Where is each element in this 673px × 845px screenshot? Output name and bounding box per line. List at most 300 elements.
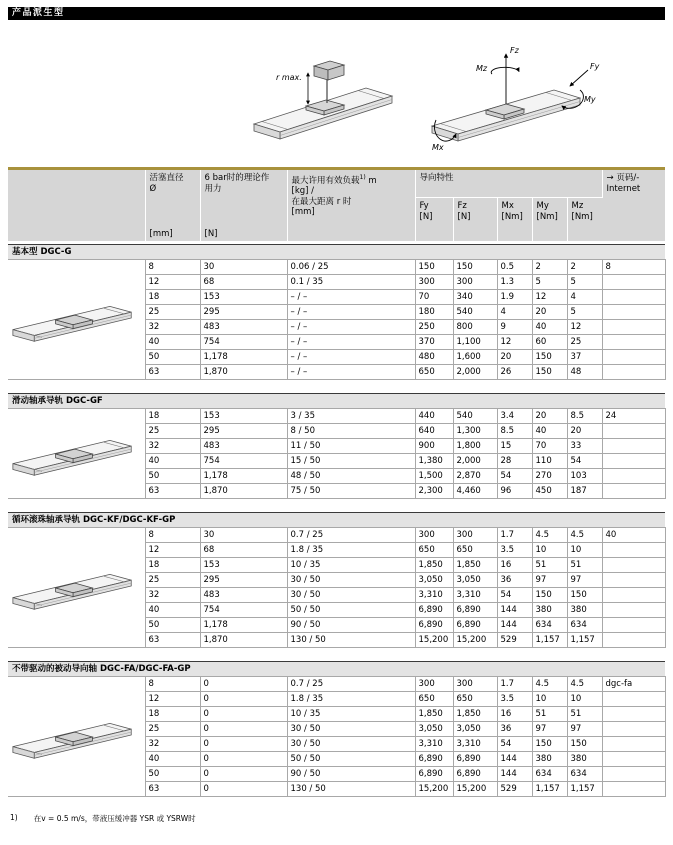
table-cell: 48 / 50 <box>287 469 415 484</box>
header-load-main: 最大许用有效负载 <box>291 175 360 186</box>
table-cell: 90 / 50 <box>287 767 415 782</box>
table-cell: 380 <box>567 752 602 767</box>
table-cell: 12 <box>145 275 200 290</box>
table-cell: 20 <box>567 424 602 439</box>
spec-table-area <box>8 167 665 824</box>
page-ref-cell <box>602 692 665 707</box>
table-cell: 8 <box>145 677 200 692</box>
header-page-line1 <box>607 173 664 184</box>
table-cell: 70 <box>532 439 567 454</box>
table-cell: 1,870 <box>200 365 287 380</box>
table-cell: 3,050 <box>415 573 453 588</box>
table-cell: 3,310 <box>453 737 497 752</box>
product-image-cell <box>8 409 145 499</box>
table-cell: 16 <box>497 558 532 573</box>
table-cell: 36 <box>497 722 532 737</box>
table-cell: 3,310 <box>415 737 453 752</box>
table-cell: 40 <box>532 424 567 439</box>
diagram-forces-moments <box>422 40 612 158</box>
table-cell: 16 <box>497 707 532 722</box>
table-cell: 6,890 <box>453 603 497 618</box>
page-ref-cell <box>602 767 665 782</box>
table-cell: 63 <box>145 365 200 380</box>
table-cell: 3.4 <box>497 409 532 424</box>
table-cell: 1,850 <box>453 558 497 573</box>
table-cell: 33 <box>567 439 602 454</box>
section-title: 滑动轴承导轨 DGC-GF <box>8 394 665 409</box>
table-cell: 1.8 / 35 <box>287 692 415 707</box>
table-cell: 540 <box>453 409 497 424</box>
table-cell: 12 <box>497 335 532 350</box>
table-cell: 1,500 <box>415 469 453 484</box>
header-force-line1: 6 bar时的理论作 <box>204 173 270 183</box>
page-ref-cell <box>602 588 665 603</box>
page-ref-cell: 8 <box>602 260 665 275</box>
table-cell: 800 <box>453 320 497 335</box>
table-cell: 96 <box>497 484 532 499</box>
table-cell: 380 <box>532 752 567 767</box>
fz-label: Fz <box>510 46 519 55</box>
table-cell: 1,850 <box>453 707 497 722</box>
table-cell: 1,157 <box>567 782 602 797</box>
table-cell: 153 <box>200 409 287 424</box>
table-cell: 480 <box>415 350 453 365</box>
table-cell: – / – <box>287 305 415 320</box>
footnote-marker: 1) <box>10 813 18 822</box>
table-cell: 50 <box>145 469 200 484</box>
header-image-column <box>8 169 145 242</box>
table-cell: 2,000 <box>453 454 497 469</box>
table-cell: 1,178 <box>200 350 287 365</box>
diagram-max-load-distance <box>248 40 418 152</box>
table-cell: 10 / 35 <box>287 558 415 573</box>
product-drawing <box>9 560 139 612</box>
table-cell: 150 <box>532 737 567 752</box>
guide-symbol: Fz <box>457 201 467 211</box>
table-cell: 1.7 <box>497 528 532 543</box>
table-cell: 440 <box>415 409 453 424</box>
table-cell: 30 / 50 <box>287 722 415 737</box>
table-cell: 144 <box>497 603 532 618</box>
table-cell: 1.7 <box>497 677 532 692</box>
table-cell: 150 <box>532 588 567 603</box>
table-cell: 650 <box>453 692 497 707</box>
table-cell: 68 <box>200 275 287 290</box>
table-cell: 60 <box>532 335 567 350</box>
table-cell: 187 <box>567 484 602 499</box>
table-cell: 295 <box>200 424 287 439</box>
my-label: My <box>584 95 596 104</box>
table-cell: 11 / 50 <box>287 439 415 454</box>
page-ref-cell <box>602 424 665 439</box>
table-cell: 529 <box>497 782 532 797</box>
table-cell: 0 <box>200 707 287 722</box>
header-page-line2: Internet <box>606 183 641 194</box>
section-title: 循环滚珠轴承导轨 DGC-KF/DGC-KF-GP <box>8 513 665 528</box>
table-cell: 1,800 <box>453 439 497 454</box>
header-force-unit: [N] <box>204 228 218 239</box>
table-cell: 130 / 50 <box>287 633 415 648</box>
page-ref-cell <box>602 573 665 588</box>
table-cell: 8 <box>145 260 200 275</box>
table-cell: 50 / 50 <box>287 603 415 618</box>
table-cell: 270 <box>532 469 567 484</box>
table-cell: 130 / 50 <box>287 782 415 797</box>
table-cell: 30 / 50 <box>287 588 415 603</box>
table-cell: 51 <box>532 707 567 722</box>
table-cell: 10 <box>532 692 567 707</box>
table-cell: – / – <box>287 350 415 365</box>
table-cell: 25 <box>567 335 602 350</box>
table-cell: 1,870 <box>200 484 287 499</box>
table-cell: 51 <box>567 707 602 722</box>
table-cell: 1.3 <box>497 275 532 290</box>
table-cell: 300 <box>415 275 453 290</box>
table-cell: 97 <box>532 573 567 588</box>
guide-unit: [Nm] <box>571 211 593 222</box>
table-cell: 51 <box>567 558 602 573</box>
table-cell: 4.5 <box>532 528 567 543</box>
table-cell: 2,300 <box>415 484 453 499</box>
table-cell: 6,890 <box>415 603 453 618</box>
table-cell: 8.5 <box>567 409 602 424</box>
table-cell: 370 <box>415 335 453 350</box>
table-cell: – / – <box>287 320 415 335</box>
table-cell: 54 <box>497 588 532 603</box>
table-cell: 63 <box>145 633 200 648</box>
table-cell: 10 <box>567 692 602 707</box>
mz-label: Mz <box>476 64 488 73</box>
table-cell: 0 <box>200 752 287 767</box>
header-guide-mz <box>567 198 602 242</box>
table-cell: 250 <box>415 320 453 335</box>
table-cell: 1,300 <box>453 424 497 439</box>
table-cell: 300 <box>415 677 453 692</box>
page-ref-cell: 40 <box>602 528 665 543</box>
table-cell: 4.5 <box>567 528 602 543</box>
product-image-cell <box>8 260 145 380</box>
mx-label: Mx <box>432 143 444 152</box>
table-cell: 153 <box>200 290 287 305</box>
table-cell: 30 / 50 <box>287 573 415 588</box>
table-cell: 12 <box>567 320 602 335</box>
table-cell: 97 <box>532 722 567 737</box>
product-drawing <box>9 709 139 761</box>
table-cell: 97 <box>567 573 602 588</box>
table-cell: 3,310 <box>415 588 453 603</box>
guide-unit: [N] <box>457 211 471 222</box>
table-cell: 754 <box>200 454 287 469</box>
table-cell: 18 <box>145 290 200 305</box>
page-ref-cell <box>602 782 665 797</box>
section-title: 不带驱动的被动导向轴 DGC-FA/DGC-FA-GP <box>8 662 665 677</box>
table-cell: 2,870 <box>453 469 497 484</box>
table-cell: 6,890 <box>415 618 453 633</box>
table-cell: 3,310 <box>453 588 497 603</box>
table-cell: 28 <box>497 454 532 469</box>
table-cell: 1,178 <box>200 618 287 633</box>
table-cell: 0 <box>200 722 287 737</box>
product-section-table <box>8 244 666 380</box>
table-cell: 0.06 / 25 <box>287 260 415 275</box>
table-cell: 754 <box>200 335 287 350</box>
table-cell: 8 <box>145 528 200 543</box>
table-cell: 650 <box>453 543 497 558</box>
guide-symbol: Mx <box>501 201 514 211</box>
product-section-table <box>8 393 666 499</box>
header-load-tail: m <box>365 175 377 186</box>
guide-symbol: Fy <box>419 201 429 211</box>
table-cell: 1,157 <box>567 633 602 648</box>
table-cell: 9 <box>497 320 532 335</box>
table-cell: 3,050 <box>453 573 497 588</box>
table-cell: 150 <box>415 260 453 275</box>
product-image-cell <box>8 677 145 797</box>
table-cell: 754 <box>200 603 287 618</box>
page-ref-cell <box>602 737 665 752</box>
page-ref-cell <box>602 603 665 618</box>
table-cell: 40 <box>145 603 200 618</box>
table-cell: 1,850 <box>415 707 453 722</box>
header-theoretical-force <box>200 169 287 242</box>
table-cell: 50 <box>145 618 200 633</box>
table-cell: 30 / 50 <box>287 737 415 752</box>
table-cell: 2 <box>532 260 567 275</box>
table-cell: – / – <box>287 335 415 350</box>
table-cell: 1,850 <box>415 558 453 573</box>
table-cell: 150 <box>567 588 602 603</box>
page-ref-cell <box>602 752 665 767</box>
r-max-label: r max. <box>276 73 302 82</box>
page-ref-cell <box>602 484 665 499</box>
table-cell: 144 <box>497 618 532 633</box>
table-cell: 634 <box>567 618 602 633</box>
page-ref-cell <box>602 305 665 320</box>
page-ref-cell <box>602 707 665 722</box>
footnote-ref-icon: 1) <box>359 174 366 181</box>
header-guide-fz <box>453 198 497 242</box>
table-cell: 15,200 <box>415 782 453 797</box>
spec-table-header <box>8 167 665 242</box>
header-load-unit: [mm] <box>291 207 315 218</box>
table-cell: 295 <box>200 305 287 320</box>
table-cell: 12 <box>532 290 567 305</box>
table-cell: 15 <box>497 439 532 454</box>
table-cell: 4,460 <box>453 484 497 499</box>
table-cell: 30 <box>200 260 287 275</box>
table-cell: 1.8 / 35 <box>287 543 415 558</box>
table-cell: 6,890 <box>453 618 497 633</box>
table-cell: 2 <box>567 260 602 275</box>
guide-symbol: Mz <box>571 201 584 211</box>
table-cell: 4 <box>497 305 532 320</box>
guide-unit: [N] <box>419 211 433 222</box>
guide-symbol: My <box>536 201 549 211</box>
table-cell: 37 <box>567 350 602 365</box>
table-cell: 10 / 35 <box>287 707 415 722</box>
product-sections <box>8 244 665 797</box>
table-cell: 68 <box>200 543 287 558</box>
table-cell: 15,200 <box>415 633 453 648</box>
table-cell: 3,050 <box>415 722 453 737</box>
footnote <box>8 813 665 824</box>
page-ref-cell <box>602 633 665 648</box>
header-page-internet <box>602 169 665 242</box>
table-row <box>8 677 665 692</box>
page-ref-cell <box>602 365 665 380</box>
fy-label: Fy <box>590 62 600 71</box>
table-cell: 450 <box>532 484 567 499</box>
table-cell: 340 <box>453 290 497 305</box>
table-cell: 6,890 <box>453 752 497 767</box>
table-cell: 0.7 / 25 <box>287 677 415 692</box>
table-cell: 6,890 <box>415 752 453 767</box>
table-cell: 18 <box>145 707 200 722</box>
table-cell: 4.5 <box>532 677 567 692</box>
table-cell: 40 <box>145 454 200 469</box>
page-title: 产品派生型 <box>8 7 665 20</box>
table-cell: 153 <box>200 558 287 573</box>
table-cell: 529 <box>497 633 532 648</box>
table-cell: 40 <box>145 335 200 350</box>
table-cell: 0.5 <box>497 260 532 275</box>
table-cell: 18 <box>145 409 200 424</box>
page-ref-cell <box>602 275 665 290</box>
table-cell: 3,050 <box>453 722 497 737</box>
table-cell: 0 <box>200 767 287 782</box>
page-ref-cell <box>602 543 665 558</box>
page-ref-cell <box>602 439 665 454</box>
table-row <box>8 409 665 424</box>
header-load-line1 <box>292 173 413 186</box>
table-cell: 1,870 <box>200 633 287 648</box>
table-cell: 15 / 50 <box>287 454 415 469</box>
arrow-right-icon: → <box>606 173 614 183</box>
table-cell: – / – <box>287 365 415 380</box>
guide-unit: [Nm] <box>501 211 523 222</box>
table-cell: 5 <box>567 275 602 290</box>
table-cell: 180 <box>415 305 453 320</box>
technical-diagrams <box>248 40 612 158</box>
table-cell: 1,100 <box>453 335 497 350</box>
table-cell: 0.7 / 25 <box>287 528 415 543</box>
table-cell: 540 <box>453 305 497 320</box>
table-cell: 32 <box>145 320 200 335</box>
table-cell: 75 / 50 <box>287 484 415 499</box>
table-cell: 8.5 <box>497 424 532 439</box>
table-cell: 1,157 <box>532 782 567 797</box>
table-cell: 380 <box>532 603 567 618</box>
footnote-text: 在v = 0.5 m/s，带液压缓冲器 YSR 或 YSRW时 <box>33 814 196 823</box>
header-guide-fy <box>415 198 453 242</box>
table-cell: 300 <box>453 677 497 692</box>
table-cell: 6,890 <box>453 767 497 782</box>
table-cell: 640 <box>415 424 453 439</box>
page-ref-cell: dgc-fa <box>602 677 665 692</box>
header-max-payload <box>287 169 415 242</box>
table-cell: 634 <box>532 618 567 633</box>
table-cell: 25 <box>145 573 200 588</box>
product-drawing <box>9 426 139 478</box>
header-piston-line1: 活塞直径 <box>149 173 184 183</box>
table-cell: 2,000 <box>453 365 497 380</box>
table-cell: 1,178 <box>200 469 287 484</box>
guide-unit: [Nm] <box>536 211 558 222</box>
table-cell: 25 <box>145 424 200 439</box>
table-cell: 20 <box>532 305 567 320</box>
table-cell: 3 / 35 <box>287 409 415 424</box>
header-piston-unit: [mm] <box>149 228 173 239</box>
table-cell: 25 <box>145 722 200 737</box>
table-cell: 900 <box>415 439 453 454</box>
table-cell: 150 <box>567 737 602 752</box>
table-cell: 295 <box>200 573 287 588</box>
table-cell: 25 <box>145 305 200 320</box>
page-ref-cell <box>602 350 665 365</box>
table-cell: 32 <box>145 737 200 752</box>
table-cell: 12 <box>145 543 200 558</box>
table-cell: 144 <box>497 752 532 767</box>
table-cell: 3.5 <box>497 543 532 558</box>
table-cell: 483 <box>200 588 287 603</box>
table-cell: 6,890 <box>415 767 453 782</box>
header-page-label: 页码/- <box>616 173 640 183</box>
page-ref-cell <box>602 454 665 469</box>
product-image-cell <box>8 528 145 648</box>
header-guide-mx <box>497 198 532 242</box>
table-cell: 20 <box>532 409 567 424</box>
table-cell: 300 <box>453 275 497 290</box>
table-cell: 15,200 <box>453 633 497 648</box>
table-cell: 0.1 / 35 <box>287 275 415 290</box>
table-cell: 150 <box>532 365 567 380</box>
table-cell: 50 / 50 <box>287 752 415 767</box>
table-cell: 1,380 <box>415 454 453 469</box>
table-cell: 10 <box>532 543 567 558</box>
header-piston-symbol: Ø <box>149 183 157 194</box>
section-title: 基本型 DGC-G <box>8 245 665 260</box>
table-cell: 634 <box>532 767 567 782</box>
table-cell: 32 <box>145 439 200 454</box>
table-cell: 650 <box>415 365 453 380</box>
table-cell: 54 <box>497 469 532 484</box>
table-cell: 54 <box>497 737 532 752</box>
table-cell: 63 <box>145 484 200 499</box>
table-cell: 1.9 <box>497 290 532 305</box>
header-force-line2: 用力 <box>204 183 222 194</box>
table-cell: 4.5 <box>567 677 602 692</box>
page-ref-cell: 24 <box>602 409 665 424</box>
table-cell: 32 <box>145 588 200 603</box>
header-load-line2: [kg] / <box>291 186 315 197</box>
page-ref-cell <box>602 290 665 305</box>
table-cell: 54 <box>567 454 602 469</box>
table-cell: 110 <box>532 454 567 469</box>
table-cell: 650 <box>415 692 453 707</box>
header-guide-properties: 导向特性 <box>415 169 602 198</box>
table-row <box>8 528 665 543</box>
table-cell: 150 <box>453 260 497 275</box>
table-cell: 50 <box>145 767 200 782</box>
table-cell: 50 <box>145 350 200 365</box>
table-cell: 0 <box>200 692 287 707</box>
page-ref-cell <box>602 320 665 335</box>
table-cell: 51 <box>532 558 567 573</box>
table-cell: 300 <box>453 528 497 543</box>
table-cell: 15,200 <box>453 782 497 797</box>
table-cell: 5 <box>567 305 602 320</box>
page-ref-cell <box>602 335 665 350</box>
